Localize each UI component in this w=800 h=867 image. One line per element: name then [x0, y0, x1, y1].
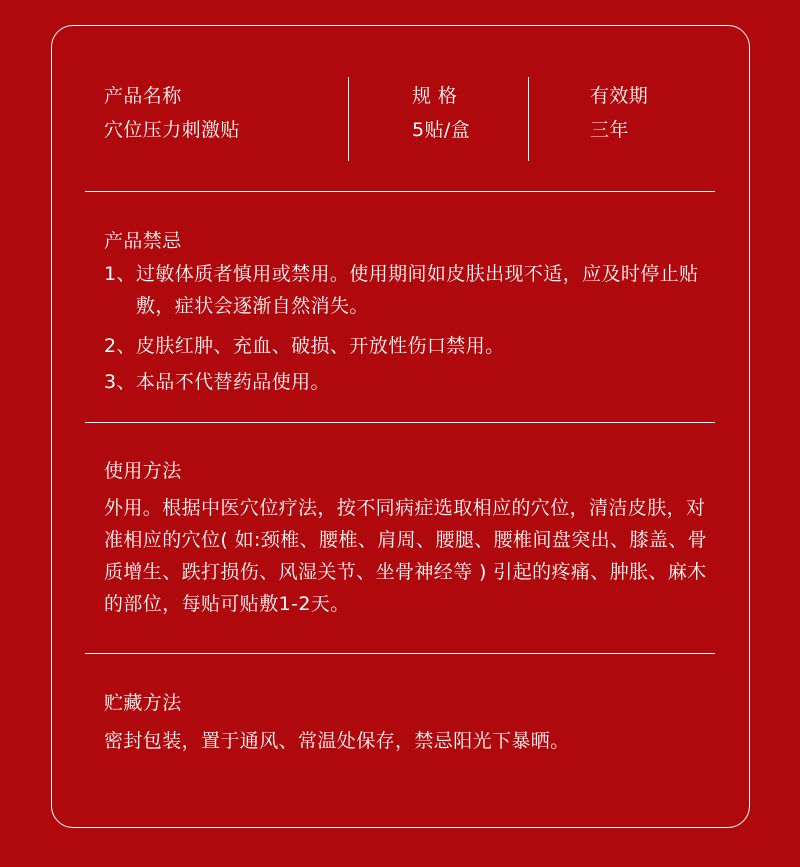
section-divider: [85, 191, 715, 192]
spec-value: 5贴/盒: [412, 119, 471, 141]
contraindications-title: 产品禁忌: [104, 230, 182, 252]
column-divider: [528, 77, 529, 161]
storage-text: 密封包装，置于通风、常温处保存，禁忌阳光下暴晒。: [104, 730, 570, 752]
usage-title: 使用方法: [104, 460, 182, 482]
validity-label: 有效期: [590, 85, 649, 107]
contraindication-item: 3、本品不代替药品使用。: [104, 371, 330, 393]
validity-value: 三年: [590, 119, 629, 141]
column-divider: [348, 77, 349, 161]
product-name-label: 产品名称: [104, 85, 182, 107]
product-name-value: 穴位压力刺激贴: [104, 119, 240, 141]
contraindication-item: 2、皮肤红肿、充血、破损、开放性伤口禁用。: [104, 335, 505, 357]
contraindication-item: 1、过敏体质者慎用或禁用。使用期间如皮肤出现不适，应及时停止贴敷，症状会逐渐自然消失。: [104, 263, 699, 317]
section-divider: [85, 653, 715, 654]
spec-label: 规 格: [412, 85, 458, 107]
storage-title: 贮藏方法: [104, 692, 182, 714]
usage-text: 外用。根据中医穴位疗法，按不同病症选取相应的穴位，清洁皮肤，对准相应的穴位( 如:颈椎、腰椎、肩周、腰腿、腰椎间盘突出、膝盖、骨质增生、跌打损伤、风湿关节、坐骨神经等 ) 引起的疼痛、肿胀、麻木的部位，每贴可贴敷1-2天。: [104, 497, 708, 615]
section-divider: [85, 422, 715, 423]
